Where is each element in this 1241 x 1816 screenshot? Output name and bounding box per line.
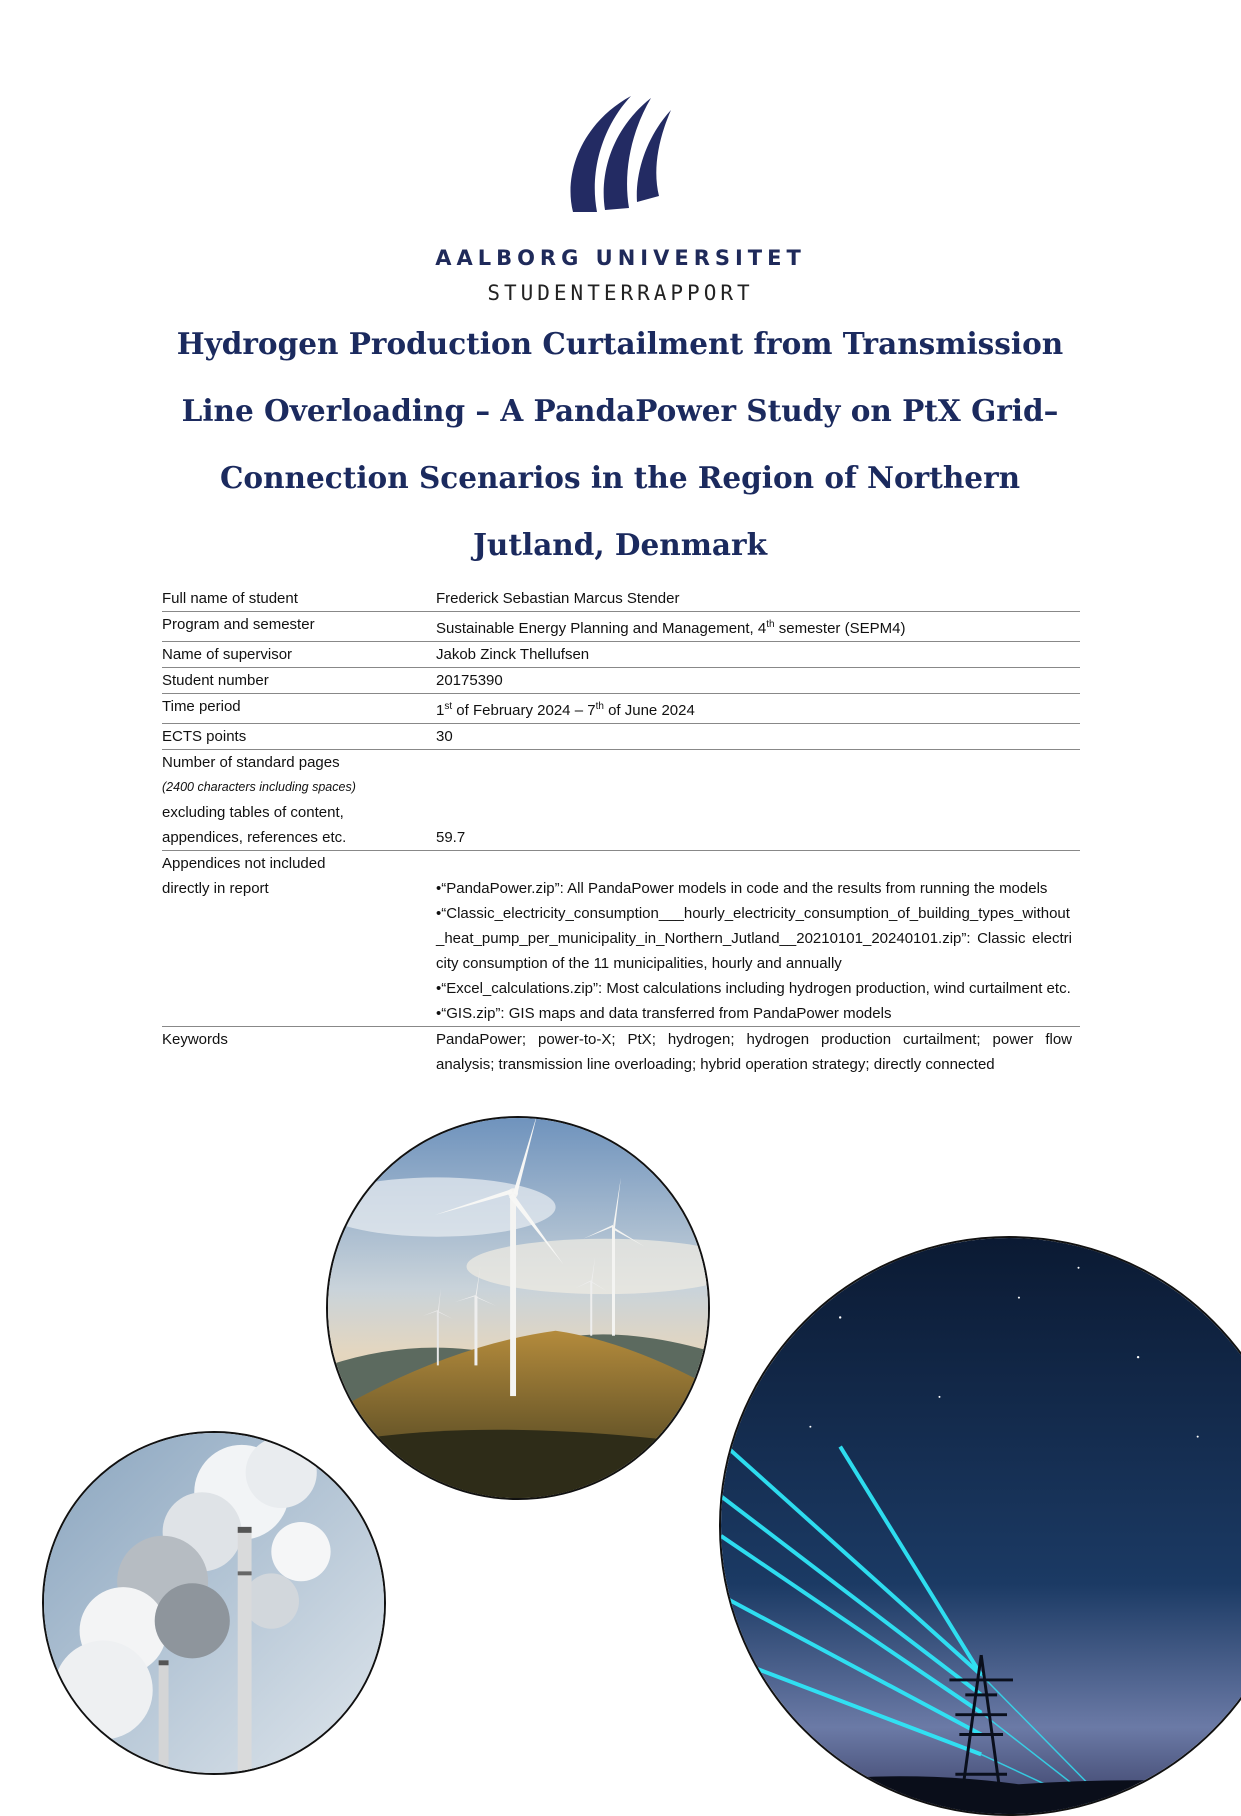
student-number-label: Student number	[162, 672, 269, 689]
supervisor-label: Name of supervisor	[162, 646, 293, 663]
smokestacks-photo	[42, 1431, 386, 1775]
table-row	[162, 668, 1080, 694]
list-item: •“GIS.zip”: GIS maps and data transferred from PandaPower models	[436, 1005, 892, 1022]
standard-pages-label: Number of standard pages (2400 characters including spaces) excluding tables of content, appendices, references etc.	[162, 750, 436, 850]
table-row	[162, 851, 1080, 1027]
table-row	[162, 642, 1080, 668]
standard-pages-value: 59.7	[436, 829, 466, 846]
time-period-value: 1st of February 2024 – 7th of June 2024	[436, 701, 695, 719]
student-label: Full name of student	[162, 590, 298, 607]
list-item: •“Excel_calculations.zip”: Most calculations including hydrogen production, wind curtailment etc.	[436, 980, 1071, 997]
table-row	[162, 724, 1080, 750]
table-row	[162, 694, 1080, 724]
ects-label: ECTS points	[162, 728, 247, 745]
student-number-value: 20175390	[436, 672, 503, 689]
power-lines-night-photo	[719, 1236, 1241, 1816]
table-row	[162, 750, 1080, 851]
keywords-value: PandaPower; power-to-X; PtX; hydrogen; hydrogen production curtailment; power flow analysis; transmission line overloading; hybrid operation strategy; directly connected	[436, 1031, 1072, 1073]
appendices-list	[436, 851, 1080, 1026]
program-label: Program and semester	[162, 616, 315, 633]
report-info-table	[162, 586, 1080, 1077]
aau-waves-logo-icon	[553, 92, 675, 214]
student-value: Frederick Sebastian Marcus Stender	[436, 590, 680, 607]
wind-turbines-photo	[326, 1116, 710, 1500]
university-name: AALBORG UNIVERSITET	[435, 246, 806, 270]
time-period-label: Time period	[162, 698, 241, 715]
table-row	[162, 1027, 1080, 1077]
program-value: Sustainable Energy Planning and Management, 4th semester (SEPM4)	[436, 619, 906, 637]
table-row	[162, 612, 1080, 642]
list-item: •“PandaPower.zip”: All PandaPower models in code and the results from running the models	[436, 880, 1048, 897]
keywords-label: Keywords	[162, 1031, 228, 1048]
table-row	[162, 586, 1080, 612]
list-item: •“Classic_electricity_consumption___hourly_electricity_consumption_of_building_types_without_heat_pump_per_municipality_in_Northern_Jutland__20210101_20240101.zip”: Classic electricity consumption of the 11 municipalities, hourly and annually	[436, 905, 1072, 972]
supervisor-value: Jakob Zinck Thellufsen	[436, 646, 590, 663]
appendices-label: Appendices not included directly in report	[162, 855, 326, 897]
report-title: Hydrogen Production Curtailment from Transmission Line Overloading – A PandaPower Study on PtX Grid–Connection Scenarios in the Region of Northern Jutland, Denmark	[176, 326, 1064, 562]
ects-value: 30	[436, 728, 453, 745]
report-type: STUDENTERRAPPORT	[487, 281, 754, 305]
standard-pages-note: (2400 characters including spaces)	[162, 780, 356, 794]
